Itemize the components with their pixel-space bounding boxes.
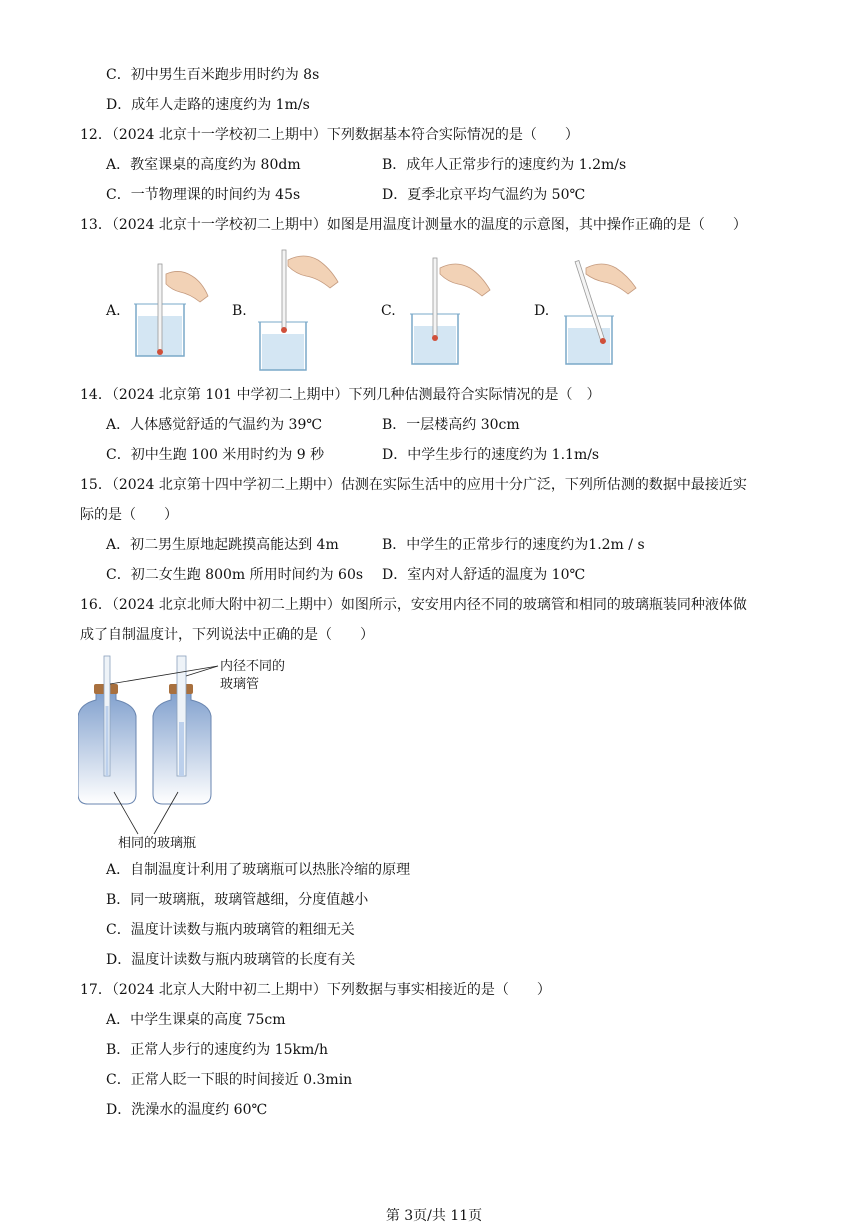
q16-option-c: C．温度计读数与瓶内玻璃管的粗细无关 [106, 922, 355, 938]
fig-label-tube-line1: 内径不同的 [220, 659, 286, 674]
q15-option-a: A．初二男生原地起跳摸高能达到 4m [106, 537, 339, 553]
q12-option-d: D．夏季北京平均气温约为 50℃ [382, 187, 586, 203]
q16-option-b: B．同一玻璃瓶，玻璃管越细，分度值越小 [106, 892, 369, 908]
q13-label-d: D. [534, 303, 550, 319]
q15-option-d: D．室内对人舒适的温度为 10℃ [382, 567, 586, 583]
question-15-stem-line2: 际的是（ ） [80, 507, 178, 523]
question-17-stem: 17．（2024 北京人大附中初二上期中）下列数据与事实相接近的是（ ） [80, 982, 551, 998]
q12-option-b: B．成年人正常步行的速度约为 1.2m/s [382, 157, 627, 173]
q12-option-a: A．教室课桌的高度约为 80dm [106, 157, 301, 173]
q13-label-a: A. [106, 303, 121, 319]
question-15-stem-line1: 15．（2024 北京第十四中学初二上期中）估测在实际生活中的应用十分广泛，下列所估测的数据中最接近实 [80, 477, 747, 493]
prev-option-c: C．初中男生百米跑步用时约为 8s [106, 67, 320, 83]
fig-label-bottle: 相同的玻璃瓶 [118, 836, 197, 851]
q17-option-c: C．正常人眨一下眼的时间接近 0.3min [106, 1072, 353, 1088]
q16-option-d: D．温度计读数与瓶内玻璃管的长度有关 [106, 952, 356, 968]
q14-option-a: A．人体感觉舒适的气温约为 39℃ [106, 417, 323, 433]
prev-option-d: D．成年人走路的速度约为 1m/s [106, 97, 310, 113]
q15-option-b: B．中学生的正常步行的速度约为1.2m / s [382, 537, 645, 553]
q14-option-d: D．中学生步行的速度约为 1.1m/s [382, 447, 600, 463]
homemade-thermometer-figure [78, 652, 298, 852]
q16-option-a: A．自制温度计利用了玻璃瓶可以热胀冷缩的原理 [106, 862, 411, 878]
page-number-footer: 第 3页/共 11页 [385, 1208, 483, 1224]
q13-label-c: C. [381, 303, 396, 319]
q14-option-b: B．一层楼高约 30cm [382, 417, 520, 433]
q17-option-d: D．洗澡水的温度约 60℃ [106, 1102, 268, 1118]
question-12-stem: 12．（2024 北京十一学校初二上期中）下列数据基本符合实际情况的是（ ） [80, 127, 579, 143]
question-16-stem-line1: 16．（2024 北京北师大附中初二上期中）如图所示，安安用内径不同的玻璃管和相同的玻璃瓶装同种液体做 [80, 597, 747, 613]
q12-option-c: C．一节物理课的时间约为 45s [106, 187, 301, 203]
question-13-stem: 13．（2024 北京十一学校初二上期中）如图是用温度计测量水的温度的示意图，其中操作正确的是（ ） [80, 217, 747, 233]
fig-label-tube-line2: 玻璃管 [220, 677, 260, 692]
q14-option-c: C．初中生跑 100 米用时约为 9 秒 [106, 447, 325, 463]
beaker-figure-a [130, 258, 212, 360]
question-16-stem-line2: 成了自制温度计，下列说法中正确的是（ ） [80, 627, 374, 643]
beaker-figure-b [256, 246, 356, 372]
q17-option-b: B．正常人步行的速度约为 15km/h [106, 1042, 329, 1058]
q13-label-b: B. [232, 303, 247, 319]
question-14-stem: 14．（2024 北京第 101 中学初二上期中）下列几种估测最符合实际情况的是（ ） [80, 387, 601, 403]
beaker-figure-d [558, 258, 648, 368]
q15-option-c: C．初二女生跑 800m 所用时间约为 60s [106, 567, 364, 583]
beaker-figure-c [404, 254, 504, 368]
q17-option-a: A．中学生课桌的高度 75cm [106, 1012, 286, 1028]
